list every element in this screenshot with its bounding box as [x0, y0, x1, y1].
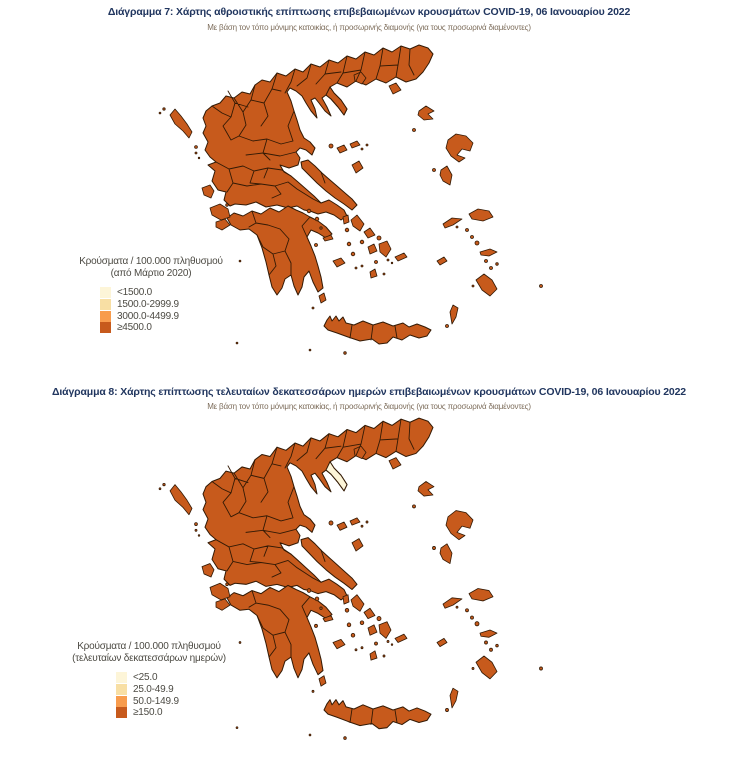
legend-swatch-class4	[100, 322, 111, 333]
legend-swatch-class1	[100, 287, 111, 298]
legend-rows	[56, 287, 246, 333]
legend-row	[116, 707, 245, 718]
map1-legend	[56, 252, 246, 334]
legend-title-line2: (τελευταίων δεκατεσσάρων ημερών)	[72, 653, 226, 664]
map2-legend	[53, 637, 245, 719]
legend-row	[100, 311, 246, 322]
legend-row	[116, 672, 245, 683]
legend-swatch-class1	[116, 672, 127, 683]
legend-label: 3000.0-4499.9	[117, 310, 179, 322]
legend-label: 25.0-49.9	[133, 683, 174, 695]
legend-title-line1: Κρούσματα / 100.000 πληθυσμού	[79, 256, 223, 267]
map1-title: Διάγραμμα 7: Χάρτης αθροιστικής επίπτωσης επιβεβαιωμένων κρουσμάτων COVID-19, 06 Ιανουαρίου 2022	[107, 6, 631, 18]
legend-label: ≥4500.0	[117, 322, 152, 334]
legend-row	[100, 322, 246, 333]
legend-swatch-class3	[116, 696, 127, 707]
legend-swatch-class2	[100, 299, 111, 310]
legend-row	[100, 299, 246, 310]
legend-label: <25.0	[133, 672, 158, 683]
legend-label: <1500.0	[117, 287, 153, 298]
legend-label: 1500.0-2999.9	[117, 298, 179, 310]
legend-rows	[53, 672, 245, 718]
legend-swatch-class2	[116, 684, 127, 695]
map1-subtitle: Με βάση τον τόπο μόνιμης κατοικίας, ή προσωρινής διαμονής (για τους προσωρινά διαμένοντες)	[207, 23, 531, 32]
map2-title: Διάγραμμα 8: Χάρτης επίπτωσης τελευταίων δεκατεσσάρων ημερών επιβεβαιωμένων κρουσμάτων COVID-19, 06 Ιανουαρίου 2022	[52, 386, 686, 398]
map2-subtitle: Με βάση τον τόπο μόνιμης κατοικίας, ή προσωρινής διαμονής (για τους προσωρινά διαμένοντες)	[207, 402, 531, 411]
legend-row	[116, 684, 245, 695]
legend-swatch-class3	[100, 311, 111, 322]
legend-row	[100, 287, 246, 298]
legend-title-line1: Κρούσματα / 100.000 πληθυσμού	[77, 641, 221, 652]
legend-label: ≥150.0	[133, 707, 163, 719]
legend-label: 50.0-149.9	[133, 695, 179, 707]
legend-title-line2: (από Μάρτιο 2020)	[110, 268, 192, 279]
legend-row	[116, 696, 245, 707]
legend-swatch-class4	[116, 707, 127, 718]
